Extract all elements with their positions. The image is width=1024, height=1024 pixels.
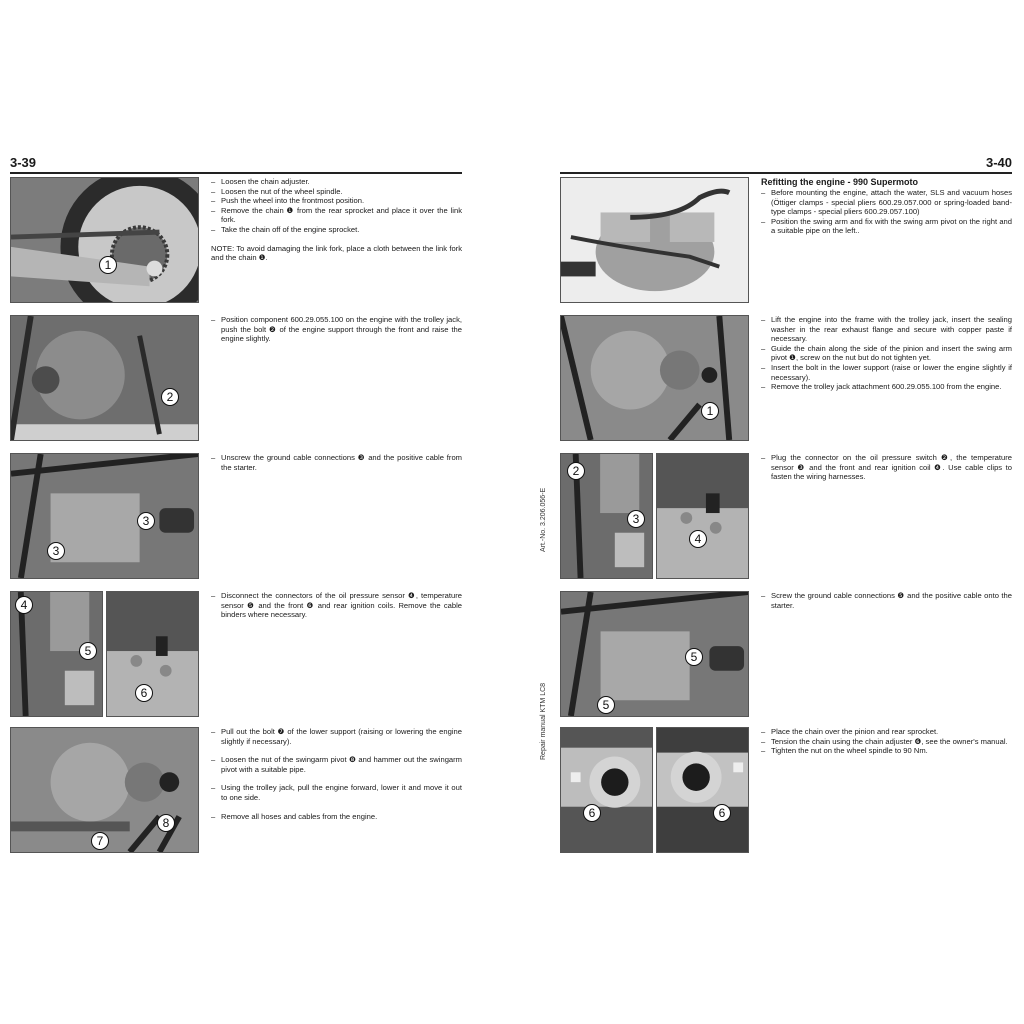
step: – Before mounting the engine, attach the water, SLS and vacuum hoses (Öttiger clamps - special pliers 600.29.057.000 or spring-loaded band-type clamps - special pliers 600.29.057.100): [761, 188, 1012, 217]
step: – Position the swing arm and fix with the swing arm pivot on the right and a suitable pipe on the left..: [761, 217, 1012, 236]
instruction-row: [10, 315, 462, 441]
instruction-text: [761, 727, 1012, 756]
step: – Lift the engine into the frame with the trolley jack, insert the sealing washer in the rear exhaust flange and secure with copper paste if necessary.: [761, 315, 1012, 344]
photo-group: [10, 727, 199, 853]
step: – Remove the trolley jack attachment 600.29.055.100 from the engine.: [761, 382, 1012, 392]
callout-3: 3: [47, 542, 65, 560]
ground-cable-photo: [10, 453, 199, 579]
step: – Pull out the bolt ❼ of the lower support (raising or lowering the engine slightly if necessary).: [211, 727, 462, 746]
step: – Take the chain off of the engine sprocket.: [211, 225, 462, 235]
instruction-row: [560, 315, 1012, 441]
instruction-text: [761, 591, 1012, 610]
step: – Loosen the nut of the swingarm pivot ❽ and hammer out the swingarm pivot with a suitable pipe.: [211, 755, 462, 774]
step: – Push the wheel into the frontmost position.: [211, 196, 462, 206]
page-number: 3-40: [560, 155, 1012, 174]
step: – Insert the bolt in the lower support (raise or lower the engine slightly if necessary).: [761, 363, 1012, 382]
callout-5: 5: [79, 642, 97, 660]
engine-with-hoses-photo: [560, 177, 749, 303]
callout-4: 4: [689, 530, 707, 548]
engine-support-photo: [10, 315, 199, 441]
engine-in-frame-photo: [560, 315, 749, 441]
photo-group: [560, 177, 749, 303]
step: – Place the chain over the pinion and rear sprocket.: [761, 727, 1012, 737]
callout-2: 2: [161, 388, 179, 406]
step: – Screw the ground cable connections ❺ and the positive cable onto the starter.: [761, 591, 1012, 610]
callout-1: 1: [99, 256, 117, 274]
step: – Disconnect the connectors of the oil pressure sensor ❹, temperature sensor ❺ and the front ❻ and rear ignition coils. Remove the cable binders where necessary.: [211, 591, 462, 620]
callout-5: 5: [597, 696, 615, 714]
chain-adjuster-left-photo: [560, 727, 653, 853]
photo-group: [560, 315, 749, 441]
instruction-text: [211, 591, 462, 620]
note: NOTE: To avoid damaging the link fork, place a cloth between the link fork and the chain ❶.: [211, 243, 462, 263]
spine-text: [540, 470, 550, 770]
step: – Tension the chain using the chain adjuster ❻, see the owner's manual.: [761, 737, 1012, 747]
callout-3: 3: [627, 510, 645, 528]
oil-pressure-switch-photo: [560, 453, 653, 579]
photo-group: [10, 177, 199, 303]
step: – Position component 600.29.055.100 on the engine with the trolley jack, push the bolt ❷ of the engine support through the front and raise the engine slightly.: [211, 315, 462, 344]
step: – Plug the connector on the oil pressure switch ❷, the temperature sensor ❸ and the front and rear ignition coil ❹. Use cable clips to fasten the wiring harnesses.: [761, 453, 1012, 482]
instruction-row: [560, 177, 1012, 303]
callout-4: 4: [15, 596, 33, 614]
callout-7: 7: [91, 832, 109, 850]
callout-5: 5: [685, 648, 703, 666]
callout-6: 6: [713, 804, 731, 822]
manual-title: Repair manual KTM LC8: [540, 682, 547, 760]
step: – Using the trolley jack, pull the engine forward, lower it and move it out to one side.: [211, 783, 462, 802]
art-number: Art.-No. 3.206.056-E: [540, 487, 547, 552]
callout-1: 1: [701, 402, 719, 420]
instruction-row: [560, 453, 1012, 579]
instruction-text: [761, 177, 1012, 236]
step: – Remove the chain ❶ from the rear sprocket and place it over the link fork.: [211, 206, 462, 225]
instruction-text: [761, 315, 1012, 392]
instruction-text: [211, 315, 462, 344]
instruction-row: [560, 727, 1012, 853]
instruction-row: [560, 591, 1012, 717]
instruction-row: [10, 591, 462, 717]
photo-group: [560, 453, 749, 579]
photo-group: [10, 315, 199, 441]
ignition-coil-photo: [656, 453, 749, 579]
step: – Unscrew the ground cable connections ❸ and the positive cable from the starter.: [211, 453, 462, 472]
rear-sprocket-photo: [10, 177, 199, 303]
step: – Loosen the nut of the wheel spindle.: [211, 187, 462, 197]
photo-group: [10, 591, 199, 717]
callout-2: 2: [567, 462, 585, 480]
step: – Remove all hoses and cables from the engine.: [211, 812, 462, 822]
oil-pressure-sensor-photo: [10, 591, 103, 717]
step: – Guide the chain along the side of the pinion and insert the swing arm pivot ❶, screw on the nut but do not tighten yet.: [761, 344, 1012, 363]
left-page: [10, 155, 462, 848]
chain-adjuster-right-photo: [656, 727, 749, 853]
callout-6: 6: [135, 684, 153, 702]
photo-group: [560, 591, 749, 717]
instruction-text: [761, 453, 1012, 482]
instruction-text: [211, 727, 462, 821]
photo-group: [560, 727, 749, 853]
callout-6: 6: [583, 804, 601, 822]
ground-cable-photo: [560, 591, 749, 717]
section-title: Refitting the engine - 990 Supermoto: [761, 177, 919, 187]
callout-3: 3: [137, 512, 155, 530]
instruction-text: [211, 453, 462, 472]
photo-group: [10, 453, 199, 579]
ignition-coil-photo: [106, 591, 199, 717]
instruction-row: [10, 177, 462, 303]
step: – Loosen the chain adjuster.: [211, 177, 462, 187]
instruction-text: [211, 177, 462, 263]
step: – Tighten the nut on the wheel spindle to 90 Nm.: [761, 746, 1012, 756]
instruction-row: [10, 453, 462, 579]
swingarm-pivot-photo: [10, 727, 199, 853]
page-number: 3-39: [10, 155, 462, 174]
right-page: [560, 155, 1012, 820]
instruction-row: [10, 727, 462, 853]
callout-8: 8: [157, 814, 175, 832]
